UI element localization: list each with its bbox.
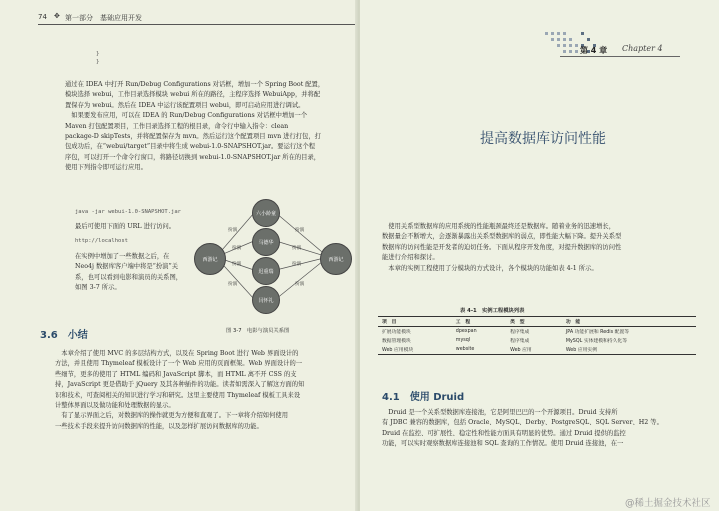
- table-cell: 扩展功能模块: [382, 330, 411, 335]
- text-line: 数据库的访问性能是开发者的迫切任务。下面从程序开发角度，对提升数据库的访问性: [382, 243, 622, 251]
- table-header-row: [378, 317, 696, 327]
- code-top: [96, 50, 99, 66]
- text-line: 使用下列指令即可运行应用。: [65, 164, 147, 172]
- text-line: 本章的实例工程使用了分模块的方式设计，各个模块的功能如表 4-1 所示。: [382, 264, 598, 272]
- section-title-4-1: 4.1 使用 Druid: [382, 392, 465, 403]
- edge-label: 扮演: [232, 262, 242, 267]
- actor-node-2: 马德华: [252, 228, 280, 256]
- body-text-3: [55, 349, 353, 432]
- body-text-2: [75, 252, 205, 294]
- table-row: [378, 336, 696, 345]
- text-line: 序包，可以打开一个命令行窗口，将路径切换到 webui-1.0-SNAPSHOT.jar 所在的目录，: [65, 153, 321, 161]
- table-cell: dpexpan: [455, 329, 477, 334]
- table-cell: JPA 功能扩展和 Redis 配置等: [565, 330, 630, 335]
- table-cell: mysql: [455, 338, 471, 343]
- code-command: java -jar webui-1.0-SNAPSHOT.jar: [75, 209, 181, 215]
- table-row: [378, 327, 696, 337]
- edge-label: 扮演: [232, 246, 242, 251]
- text-line: 有 JDBC 兼容的数据库，包括 Oracle、MySQL、Derby、PostgreSQL、SQL Server、H2 等。: [382, 419, 663, 427]
- code-url: http://localhost: [75, 238, 128, 244]
- edge-label: 扮演: [292, 262, 302, 267]
- text-line: 置保存为 webui。然后在 IDEA 中运行该配置项目 webui，即可启动应用进行调试。: [65, 101, 305, 109]
- chapter-rule: [560, 56, 680, 57]
- code-line: }: [96, 59, 100, 65]
- chapter-intro: [382, 222, 700, 274]
- text-line: Druid 在监控、可扩展性、稳定性和性能方面具有明显的优势。通过 Druid 提供的监控: [382, 429, 626, 437]
- text-line: Maven 打包配置项目，工作目录选择工程的根目录，命令行中输入指令：clean: [65, 122, 289, 130]
- chapter-script: Chapter 4: [622, 44, 663, 53]
- figure-caption: 图 3-7 电影与演员关系图: [226, 328, 290, 334]
- diamond-icon: ✥: [54, 12, 60, 20]
- text-line: 系，也可以看到电影和演员的关系图，: [75, 273, 183, 281]
- text-line: 通过在 IDEA 中打开 Run/Debug Configurations 对话框，增加一个 Spring Boot 配置，: [65, 81, 325, 88]
- text-line: 如果要发布应用，可以在 IDEA 的 Run/Debug Configurations 对话框中增加一个: [65, 112, 308, 120]
- movie-node-left: 西游记: [194, 243, 226, 275]
- text-line: 功能，可以实时观察数据库连接池和 SQL 查询的工作情况。使用 Druid 连接池，在一: [382, 440, 624, 448]
- table-cell: 程序集成: [510, 339, 530, 344]
- table-cell: Web 应用: [510, 348, 532, 353]
- table-cell: Web 应用实例: [565, 348, 597, 353]
- text-line: 在实例中增加了一些数据之后，在: [75, 253, 170, 260]
- module-table: [378, 316, 696, 355]
- text-line: 一些技术手段来提升访问数据库的性能，以及怎样扩展访问数据库的功能。: [55, 422, 263, 430]
- text-line: 使用关系型数据库的应用系统的性能瓶颈最终还是数据库。随着业务的迅速增长，: [382, 223, 615, 230]
- actor-node-3: 迟重瑞: [252, 257, 280, 285]
- body-text-druid: [382, 408, 700, 450]
- table-row: [378, 345, 696, 355]
- relationship-figure: [192, 195, 352, 325]
- table-header-cell: 项 目: [382, 320, 397, 325]
- text-line: Druid 是一个关系型数据库连接池，它是阿里巴巴的一个开源项目。Druid 支持所: [382, 409, 618, 416]
- body-text-1: [65, 80, 353, 174]
- url-intro: 最后可使用下面的 URL 进行访问。: [75, 223, 176, 230]
- text-line: 能进行介绍和探讨。: [382, 254, 439, 262]
- running-header: 第一部分 基础应用开发: [65, 14, 142, 22]
- text-line: package-D skipTests，并将配置保存为 mvn。然后运行这个配置项目 mvn 进行打包，打: [65, 133, 321, 141]
- text-line: 包成功后，在“webui/target”目录中将生成 webui-1.0-SNAPSHOT.jar。要运行这个程: [65, 143, 316, 151]
- text-line: Neo4j 数据库客户端中将是“扮演”关: [75, 263, 178, 271]
- text-line: 数据量会不断增大，会逐渐暴露出关系型数据库的弱点，即性能大幅下降。提升关系型: [382, 233, 622, 241]
- text-line: 有了显示界面之后，对数据库的操作就更为方便和直观了。下一章将介绍如何使用: [55, 412, 288, 420]
- section-title-3-6: 3.6 小结: [40, 330, 88, 341]
- edge-label: 扮演: [292, 246, 302, 251]
- table-header-cell: 工 程: [455, 320, 471, 325]
- edge-label: 扮演: [295, 228, 305, 233]
- table-cell: MySQL 实体建模和持久化等: [565, 339, 627, 344]
- table-cell: website: [455, 347, 475, 352]
- text-line: 计整体界面以及做功能和处理数据的显示。: [55, 402, 175, 410]
- left-page: [0, 0, 358, 511]
- header-rule: [38, 24, 358, 25]
- text-line: 持，JavaScript 更是借助于 jQuery 及其各种插件的功能。读者如需深入了解这方面的知: [55, 381, 305, 389]
- text-line: 些细节，更多的使用了 HTML 编码和 JavaScript 脚本，而 HTML 离不开 CSS 的支: [55, 370, 297, 378]
- text-line: 如图 3-7 所示。: [75, 284, 121, 292]
- text-line: 模块选择 webui，工作目录选择模块 webui 所在的路径，主程序选择 WebuiApp，并将配: [65, 91, 321, 99]
- table-header-cell: 类 型: [510, 320, 525, 325]
- movie-node-right: 西游记: [320, 243, 352, 275]
- text-line: 方法，并且使用 Thymeleaf 模板设计了一个 Web 应用的页面框架。Web 界面设计的一: [55, 360, 303, 368]
- right-page: [360, 0, 719, 511]
- table-cell: Web 应用模块: [382, 348, 414, 353]
- text-line: 本章介绍了使用 MVC 的多层结构方式，以及在 Spring Boot 进行 Web 界面设计的: [55, 350, 299, 357]
- table-header-cell: 功 能: [565, 320, 581, 325]
- watermark-text: @稀土掘金技术社区: [625, 498, 711, 509]
- chapter-label: 第 4 章: [580, 46, 608, 55]
- edge-label: 扮演: [228, 228, 238, 233]
- actor-node-4: 闫怀礼: [252, 286, 280, 314]
- page-number: 74: [38, 13, 47, 21]
- edge-label: 扮演: [228, 282, 238, 287]
- chapter-title: 提高数据库访问性能: [480, 131, 606, 147]
- table-cell: 程序集成: [510, 330, 530, 335]
- edge-label: 扮演: [295, 282, 305, 287]
- actor-node-1: 六小龄童: [252, 199, 280, 227]
- table-cell: 数据管理模块: [382, 339, 411, 344]
- code-line: }: [96, 51, 100, 57]
- table-caption: 表 4-1 实例工程模块列表: [460, 308, 525, 314]
- text-line: 识和技术，可查阅相关的知识进行学习和研究。这里主要使用 Thymeleaf 模板工具来设: [55, 391, 301, 399]
